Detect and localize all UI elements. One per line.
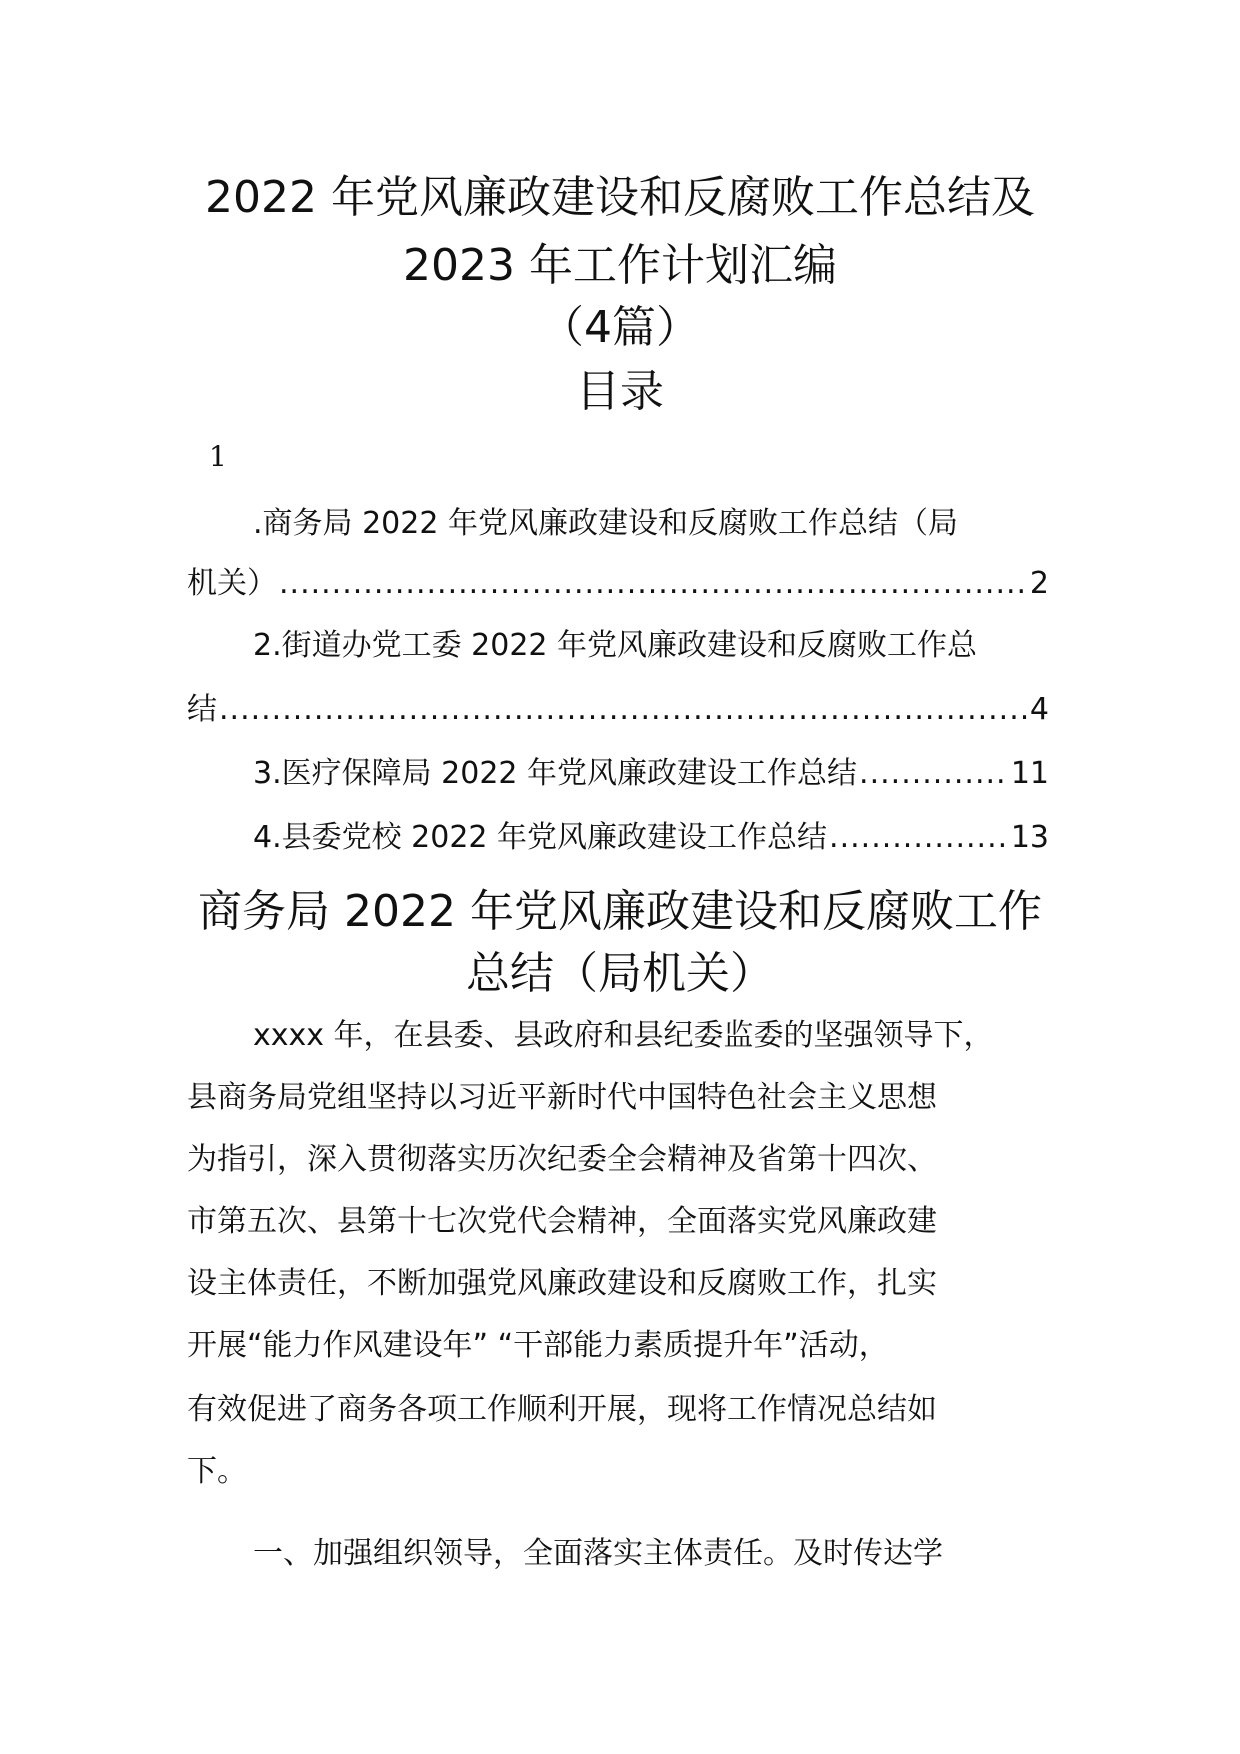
toc-heading: 目录 (576, 366, 664, 417)
toc-entry-3-text: 3.医疗保障局 2022 年党风廉政建设工作总结 (253, 756, 858, 791)
toc-entry-2-line-1[interactable]: 2.街道办党工委 2022 年党风廉政建设和反腐败工作总 (253, 628, 978, 663)
toc-entry-2-text: 结 (187, 692, 217, 727)
toc-entry-2-line-2[interactable] (187, 690, 1049, 730)
section-title-line-2: 总结（局机关） (466, 948, 774, 999)
toc-entry-4-text: 4.县委党校 2022 年党风廉政建设工作总结 (253, 820, 828, 855)
document-title-line-2: 2023 年工作计划汇编 (403, 240, 837, 291)
paragraph-line: 县商务局党组坚持以习近平新时代中国特色社会主义思想 (187, 1080, 937, 1115)
paragraph-line: 下。 (187, 1454, 247, 1489)
paragraph-line: 开展“能力作风建设年” “干部能力素质提升年”活动， (187, 1328, 889, 1363)
paragraph-line: 有效促进了商务各项工作顺利开展，现将工作情况总结如 (187, 1392, 937, 1427)
toc-entry-1-page: 2 (1029, 566, 1049, 601)
paragraph-line: xxxx 年，在县委、县政府和县纪委监委的坚强领导下， (253, 1018, 994, 1053)
section-title-line-1: 商务局 2022 年党风廉政建设和反腐败工作 (198, 886, 1042, 937)
toc-entry-3-page: 11 (1010, 756, 1049, 791)
toc-entry-4[interactable] (253, 818, 1049, 858)
paragraph-line: 市第五次、县第十七次党代会精神，全面落实党风廉政建 (187, 1204, 937, 1239)
paragraph-line: 设主体责任，不断加强党风廉政建设和反腐败工作，扎实 (187, 1266, 937, 1301)
toc-leader-dots (859, 754, 1009, 794)
toc-entry-3[interactable] (253, 754, 1049, 794)
toc-leader-dots (219, 690, 1028, 730)
toc-entry-2-page: 4 (1029, 692, 1049, 727)
toc-entry-1-line-2[interactable] (187, 564, 1049, 604)
toc-leader-dots (829, 818, 1009, 858)
toc-entry-4-page: 13 (1010, 820, 1049, 855)
toc-entry-1-line-1[interactable]: .商务局 2022 年党风廉政建设和反腐败工作总结（局 (253, 506, 958, 541)
section-heading-one: 一、加强组织领导，全面落实主体责任。及时传达学 (253, 1536, 943, 1571)
toc-leader-dots (279, 564, 1028, 604)
paragraph-line: 为指引，深入贯彻落实历次纪委全会精神及省第十四次、 (187, 1142, 937, 1177)
toc-entry-1-text: 机关） (187, 566, 277, 601)
document-title-line-1: 2022 年党风廉政建设和反腐败工作总结及 (205, 172, 1035, 223)
toc-leading-number: 1 (209, 440, 227, 473)
document-title-count: （4篇） (540, 302, 700, 353)
